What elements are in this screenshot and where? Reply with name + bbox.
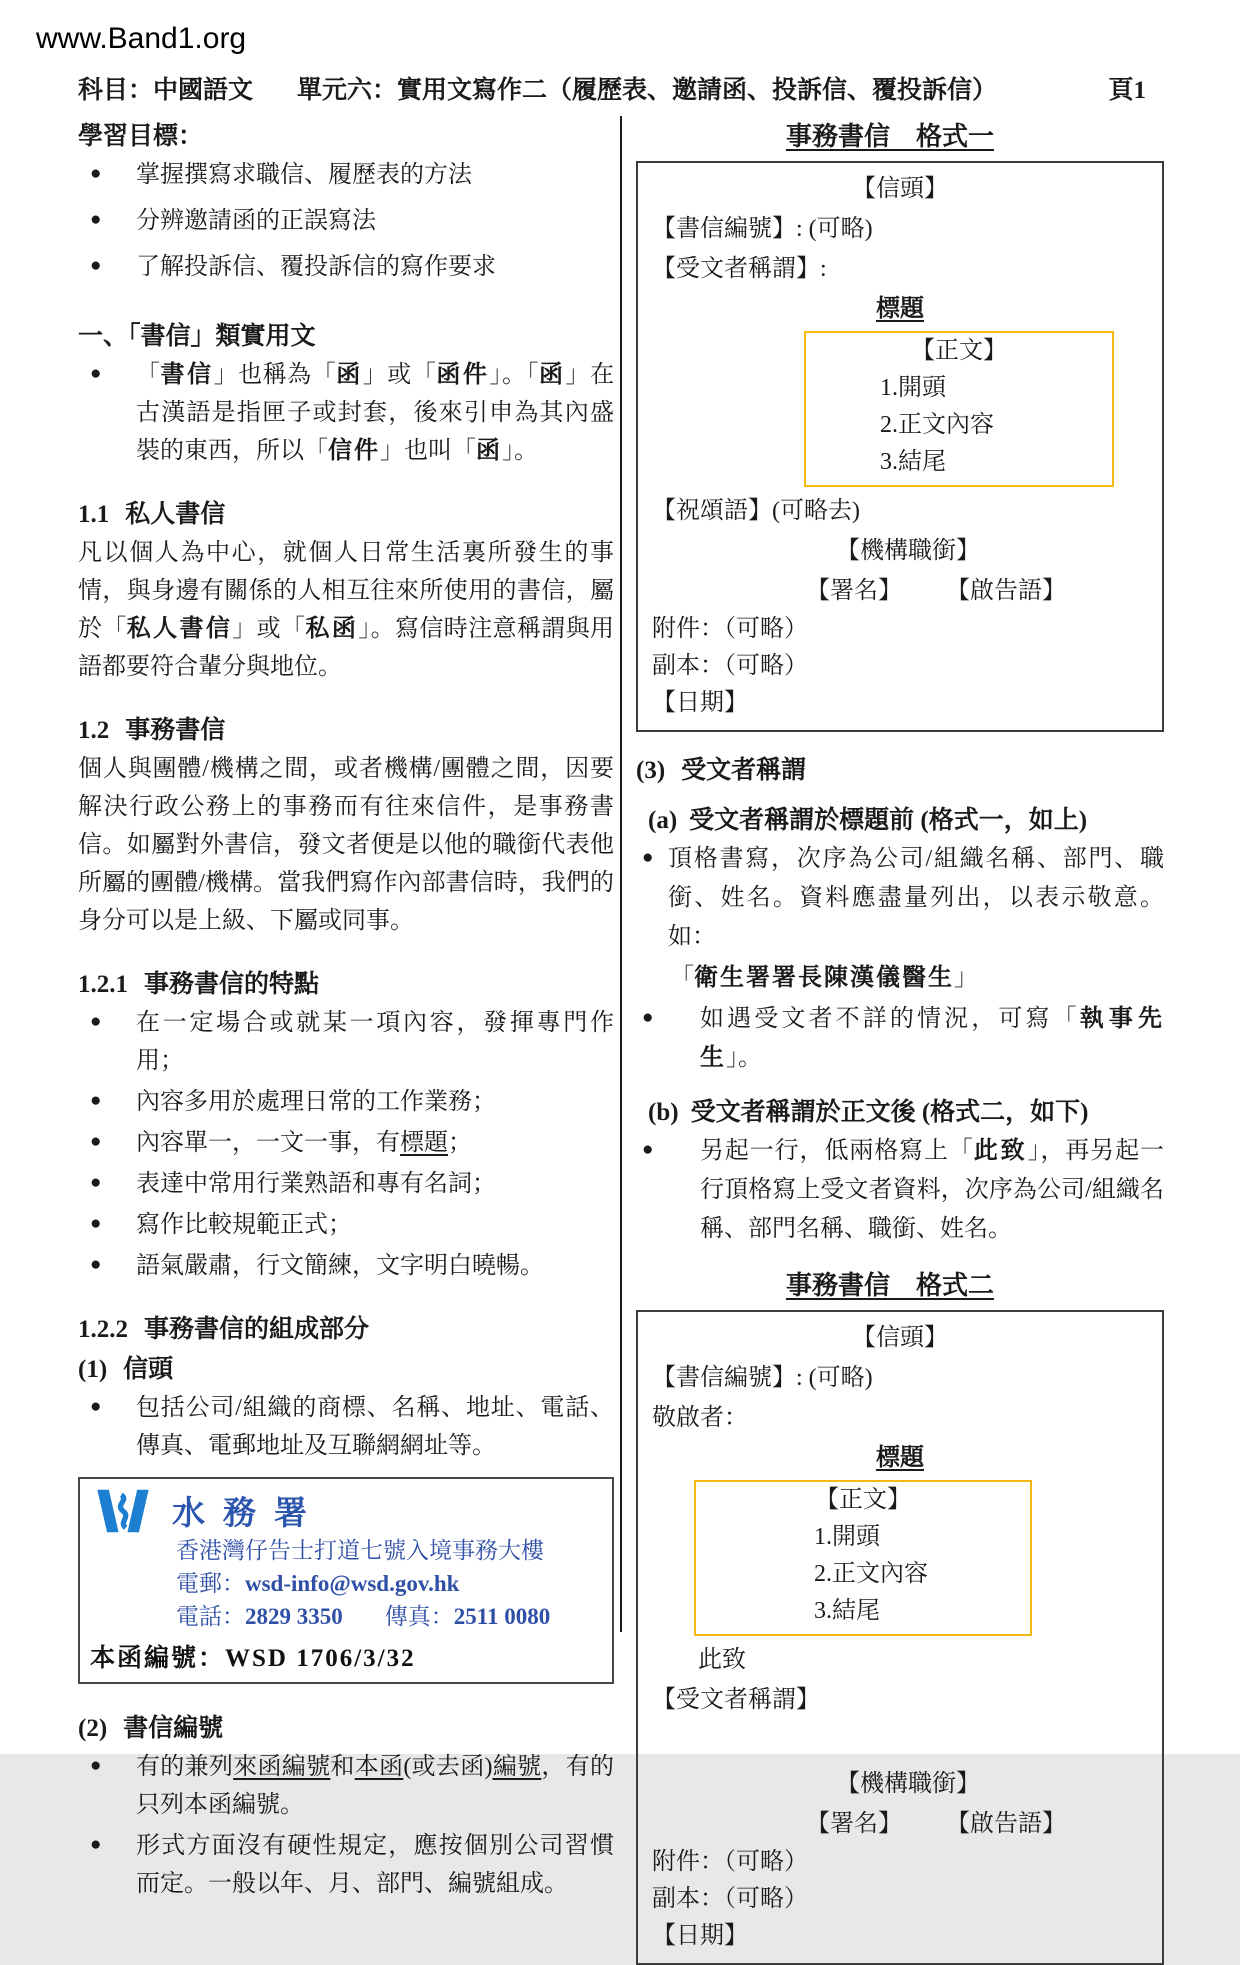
bullet-icon: ●	[90, 1213, 102, 1234]
bullet-icon: ●	[90, 209, 102, 230]
bullet-icon: ●	[642, 1007, 654, 1028]
body-item: 2.正文內容	[814, 1561, 928, 1587]
goal-text: 分辨邀請函的正誤寫法	[136, 208, 376, 234]
section-1-2-1-heading	[78, 964, 614, 1000]
heading-text: 信頭	[123, 1356, 174, 1383]
wsd-email-line	[176, 1567, 600, 1600]
wsd-logo-icon	[94, 1488, 152, 1534]
goal-item	[78, 202, 614, 240]
features-list	[78, 1004, 614, 1285]
goal-item	[78, 248, 614, 286]
bullet-icon: ●	[90, 1254, 102, 1275]
body-outline-box	[804, 331, 1114, 487]
text-run: 內容單一，一文一事，有	[136, 1130, 400, 1156]
page-number: 頁1	[1108, 77, 1146, 104]
goal-text: 了解投訴信、覆投訴信的寫作要求	[136, 254, 496, 280]
text-run: 凡以個人為中心，就個人日常生活裏所發生的事情，與身邊有關係的人相互往來所使用的書信，屬於「	[78, 540, 614, 642]
phone-value: 2829 3350	[245, 1604, 343, 1629]
text-run: 內容多用於處理日常的工作業務；	[136, 1089, 496, 1115]
letterhead-placeholder: 【信頭】	[852, 1325, 948, 1351]
heading-text: 書信編號	[123, 1715, 224, 1742]
heading-text: 事務書信	[125, 717, 226, 744]
text-run: 此致	[973, 1138, 1028, 1164]
heading-text: 私人書信	[125, 501, 226, 528]
email-value: wsd-info@wsd.gov.hk	[245, 1571, 460, 1596]
text-run: ；	[448, 1130, 472, 1156]
part-3a-bullet	[636, 840, 1164, 957]
text-run: 頂格書寫，次序為公司/組織名稱、部門、職銜、姓名。資料應盡量列出，以表示敬意。如：	[668, 846, 1164, 950]
text-run: 信件	[328, 438, 380, 464]
text-run: 如遇受文者不詳的情況，可寫「	[700, 1006, 1080, 1032]
fax-value: 2511 0080	[453, 1604, 551, 1629]
body-title: 【正文】	[815, 1487, 911, 1513]
header-subject: 科目：中國語文	[78, 77, 254, 104]
signature-line	[652, 1804, 1148, 1844]
text-run: 表達中常用行業熟語和專有名詞；	[136, 1171, 496, 1197]
text-run: 標題	[400, 1130, 448, 1156]
part-3a-bullet	[636, 1000, 1164, 1078]
part-1-heading	[78, 1349, 614, 1385]
text-run: 函件	[436, 362, 490, 388]
learning-goals-title: 學習目標：	[78, 123, 204, 150]
text-run: 在一定場合或就某一項內容，發揮專門作用；	[136, 1010, 614, 1074]
text-run: 」。	[502, 438, 538, 464]
recipient-placeholder: 【受文者稱謂】:	[652, 256, 827, 282]
heading-text: 受文者稱謂於標題前 (格式一，如上)	[689, 807, 1088, 834]
section-1-2-heading	[78, 710, 614, 746]
body-item: 2.正文內容	[880, 412, 994, 438]
section-1-2-2-heading	[78, 1309, 614, 1345]
subject-label	[652, 1438, 1148, 1478]
heading-number: (2)	[78, 1715, 108, 1742]
text-run: 有的兼列	[136, 1754, 234, 1780]
text-run: 書信	[160, 362, 214, 388]
subject-text: 標題	[876, 296, 924, 322]
text-run: 「	[136, 362, 161, 388]
section-1-heading: 一、「書信」類實用文	[78, 323, 316, 350]
heading-text: 受文者稱謂於正文後 (格式二，如下)	[690, 1099, 1089, 1126]
text-run: 衛生署署長陳漢儀醫生	[694, 965, 954, 991]
body-item: 1.開頭	[814, 1524, 880, 1550]
heading-number: (3)	[636, 757, 666, 784]
wsd-address: 香港灣仔告士打道七號入境事務大樓	[176, 1538, 544, 1563]
header-unit: 單元六：實用文寫作二（履歷表、邀請函、投訴信、覆投訴信）	[297, 77, 998, 104]
bullet-icon: ●	[90, 1172, 102, 1193]
bullet-icon: ●	[90, 1396, 102, 1417]
date-placeholder: 【日期】	[652, 1923, 748, 1949]
text-run: 」在古漢語是指匣子或封套，後來引申為其內盛裝的東西，所以「	[136, 362, 615, 464]
text-run: 」，再另起一行頂格寫上受文者資料，次序為公司/組織名稱、部門名稱、職銜、姓名。	[700, 1138, 1165, 1242]
text-run: 」。「	[489, 362, 540, 388]
text-run: 」也稱為「	[213, 362, 337, 388]
text-run: 執事先生	[700, 1006, 1164, 1071]
text-run: 包括公司/組織的商標、名稱、地址、電話、傳真、電郵地址及互聯網網址等。	[136, 1395, 614, 1459]
page-header	[78, 70, 1146, 106]
bullet-icon: ●	[642, 847, 654, 868]
format-1-title	[676, 116, 1104, 153]
text-run: 另起一行，低兩格寫上「	[700, 1138, 974, 1164]
body-outline-box	[694, 1480, 1032, 1636]
letter-ref-placeholder: 【書信編號】: (可略)	[652, 216, 873, 242]
section-1-1-paragraph	[78, 534, 614, 686]
text-run: 函	[336, 362, 363, 388]
learning-goals-list	[78, 156, 614, 286]
heading-number: 1.2.2	[78, 1316, 128, 1343]
org-title-placeholder: 【機構職銜】	[836, 538, 980, 564]
part-2-bullet	[78, 1748, 614, 1824]
closing-placeholder: 【啟告語】	[946, 578, 1066, 604]
signature-line	[652, 571, 1148, 611]
part-3b-bullet	[636, 1132, 1164, 1249]
bullet-icon: ●	[90, 255, 102, 276]
text-run: 函	[476, 438, 502, 464]
goal-item	[78, 156, 614, 194]
text-run: 來函編號	[233, 1754, 331, 1780]
format-1-title-text: 事務書信 格式一	[785, 122, 994, 151]
phone-label: 電話：	[176, 1604, 245, 1629]
section-1-2-paragraph: 個人與團體/機構之間，或者機構/團體之間，因要解決行政公務上的事務而有往來信件，是事務書信。如屬對外書信，發文者便是以他的職銜代表他所屬的團體/機構。當我們寫作內部書信時，我們的身分可以是上級、下屬或同事。	[78, 756, 614, 934]
text-run: 」。	[726, 1045, 762, 1071]
heading-number: (b)	[648, 1099, 679, 1126]
feature-item	[78, 1124, 614, 1162]
section-1-bullet	[78, 356, 614, 470]
recipient-example-line	[636, 959, 1164, 998]
recipient-placeholder: 【受文者稱謂】	[652, 1687, 820, 1713]
wsd-header-row	[90, 1487, 600, 1534]
part-2-bullet	[78, 1827, 614, 1903]
feature-item	[78, 1247, 614, 1285]
signature-placeholder: 【署名】	[806, 1811, 902, 1837]
part-3-heading	[636, 750, 1164, 786]
text-run: 編號	[492, 1754, 542, 1780]
email-label: 電郵：	[176, 1571, 245, 1596]
text-run: 寫作比較規範正式；	[136, 1212, 352, 1238]
format-1-box	[636, 161, 1164, 732]
wsd-phone-line	[176, 1600, 600, 1633]
wsd-ref-number: 本函編號：WSD 1706/3/32	[90, 1645, 416, 1672]
bullet-icon: ●	[90, 1755, 102, 1776]
signature-placeholder: 【署名】	[806, 578, 902, 604]
cc-line: 副本：（可略）	[652, 653, 808, 679]
site-watermark: www.Band1.org	[36, 22, 247, 55]
text-run: (或去函)	[403, 1754, 493, 1780]
text-run: 」或「	[232, 616, 306, 642]
section-1-1-heading	[78, 494, 614, 530]
feature-item	[78, 1206, 614, 1244]
feature-item	[78, 1004, 614, 1080]
body-item: 3.結尾	[880, 449, 946, 475]
part-3a-heading	[648, 800, 1164, 836]
body-item: 1.開頭	[880, 375, 946, 401]
closing-placeholder: 【啟告語】	[946, 1811, 1066, 1837]
feature-item	[78, 1083, 614, 1121]
heading-number: (a)	[648, 807, 678, 834]
letter-ref-placeholder: 【書信編號】: (可略)	[652, 1365, 873, 1391]
text-run: 本函	[354, 1754, 404, 1780]
attachment-line: 附件：（可略）	[652, 616, 808, 642]
text-run: 私人書信	[126, 616, 233, 642]
format-2-title-text: 事務書信 格式二	[785, 1271, 994, 1300]
org-title-placeholder: 【機構職銜】	[836, 1771, 980, 1797]
bullet-icon: ●	[642, 1139, 654, 1160]
body-title: 【正文】	[911, 338, 1007, 364]
wsd-department-name: 水務署	[172, 1496, 325, 1532]
wsd-letterhead-sample	[78, 1477, 614, 1684]
fax-label: 傳真：	[384, 1604, 454, 1629]
text-run: 」或「	[362, 362, 437, 388]
body-item: 3.結尾	[814, 1598, 880, 1624]
cc-line: 副本：（可略）	[652, 1886, 808, 1912]
salutation-line: 敬啟者：	[652, 1405, 748, 1431]
bullet-icon: ●	[90, 1090, 102, 1111]
heading-number: 1.1	[78, 501, 110, 528]
text-run: 」也叫「	[380, 438, 476, 464]
text-run: 」	[954, 965, 978, 991]
bullet-icon: ●	[90, 163, 102, 184]
bullet-icon: ●	[90, 363, 102, 384]
blank-line	[652, 1720, 1148, 1764]
attachment-line: 附件：（可略）	[652, 1849, 808, 1875]
left-column	[78, 110, 614, 1906]
goal-text: 掌握撰寫求職信、履歷表的方法	[136, 162, 472, 188]
format-2-box	[636, 1310, 1164, 1965]
letterhead-placeholder: 【信頭】	[852, 176, 948, 202]
heading-number: 1.2	[78, 717, 110, 744]
text-run: 」。寫信時注意稱謂與用語都要符合輩分與地位。	[78, 616, 615, 680]
heading-text: 受文者稱謂	[681, 757, 807, 784]
text-run: 私函	[305, 616, 359, 642]
part-2-heading	[78, 1708, 614, 1744]
subject-text: 標題	[876, 1445, 924, 1471]
bullet-icon: ●	[90, 1011, 102, 1032]
date-placeholder: 【日期】	[652, 690, 748, 716]
feature-item	[78, 1165, 614, 1203]
heading-text: 事務書信的組成部分	[144, 1316, 370, 1343]
text-run: 和	[330, 1754, 355, 1780]
text-run: 形式方面沒有硬性規定，應按個別公司習慣而定。一般以年、月、部門、編號組成。	[136, 1833, 614, 1897]
text-run: 函	[539, 362, 566, 388]
right-column	[636, 110, 1164, 1965]
subject-label	[652, 289, 1148, 329]
text-run: 語氣嚴肅，行文簡練，文字明白曉暢。	[136, 1253, 544, 1279]
heading-number: 1.2.1	[78, 971, 128, 998]
part-3b-heading	[648, 1092, 1164, 1128]
bullet-icon: ●	[90, 1131, 102, 1152]
part-1-bullet	[78, 1389, 614, 1465]
text-run: 「	[670, 965, 694, 991]
blessing-placeholder: 【祝頌語】(可略去)	[652, 498, 860, 524]
column-divider	[620, 116, 622, 1632]
heading-number: (1)	[78, 1356, 108, 1383]
heading-text: 事務書信的特點	[144, 971, 320, 998]
bullet-icon: ●	[90, 1834, 102, 1855]
text-run: ，有的只列本函編號。	[136, 1754, 615, 1818]
wsd-contact-block	[176, 1534, 600, 1633]
format-2-title	[676, 1265, 1104, 1302]
this-to-line: 此致	[698, 1647, 746, 1673]
